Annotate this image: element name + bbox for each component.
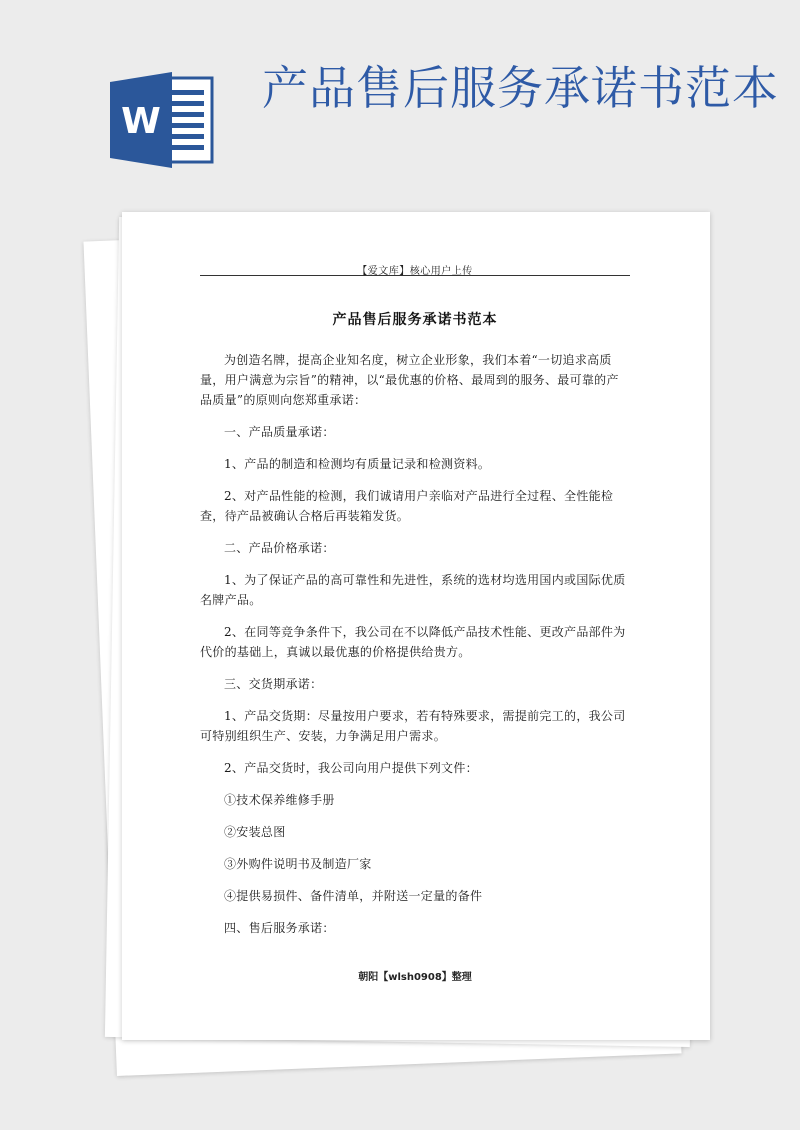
svg-text:W: W [121, 101, 161, 142]
word-document-icon [110, 70, 220, 170]
list-item: ①技术保养维修手册 [224, 793, 335, 807]
paragraph: 2、对产品性能的检测，我们诚请用户亲临对产品进行全过程、全性能检查，待产品被确认合格后再装箱发货。 [200, 489, 614, 523]
paragraph: 为创造名牌，提高企业知名度，树立企业形象，我们本着“一切追求高质量，用户满意为宗旨”的精神，以“最优惠的价格、最周到的服务、最可靠的产品质量”的原则向您郑重承诺： [200, 353, 619, 407]
paragraph: 1、为了保证产品的高可靠性和先进性，系统的选材均选用国内或国际优质名牌产品。 [200, 573, 626, 607]
list-item: ②安装总图 [224, 825, 286, 839]
paragraph: 1、产品的制造和检测均有质量记录和检测资料。 [224, 457, 491, 471]
list-item: ④提供易损件、备件清单，并附送一定量的备件 [224, 889, 483, 903]
section-heading: 三、交货期承诺： [224, 677, 323, 691]
paragraph: 2、在同等竞争条件下，我公司在不以降低产品技术性能、更改产品部件为代价的基础上，真诚以最优惠的价格提供给贵方。 [200, 625, 626, 659]
document-title: 产品售后服务承诺书范本 [332, 312, 498, 328]
header-divider [200, 275, 630, 276]
paragraph: 2、产品交货时，我公司向用户提供下列文件： [224, 761, 478, 775]
document-page [122, 212, 710, 1040]
section-heading: 二、产品价格承诺： [224, 541, 335, 555]
paragraph: 1、产品交货期：尽量按用户要求，若有特殊要求，需提前完工的，我公司可特别组织生产、安装，力争满足用户需求。 [200, 709, 626, 743]
footer-note: 朝阳【wlsh0908】整理 [358, 972, 472, 983]
list-item: ③外购件说明书及制造厂家 [224, 857, 372, 871]
banner-title: 产品售后服务承诺书范本 [262, 61, 779, 115]
section-heading: 四、售后服务承诺： [224, 921, 335, 935]
document-body [200, 350, 630, 950]
header-note: 【爱文库】核心用户上传 [357, 266, 473, 277]
section-heading: 一、产品质量承诺： [224, 425, 335, 439]
